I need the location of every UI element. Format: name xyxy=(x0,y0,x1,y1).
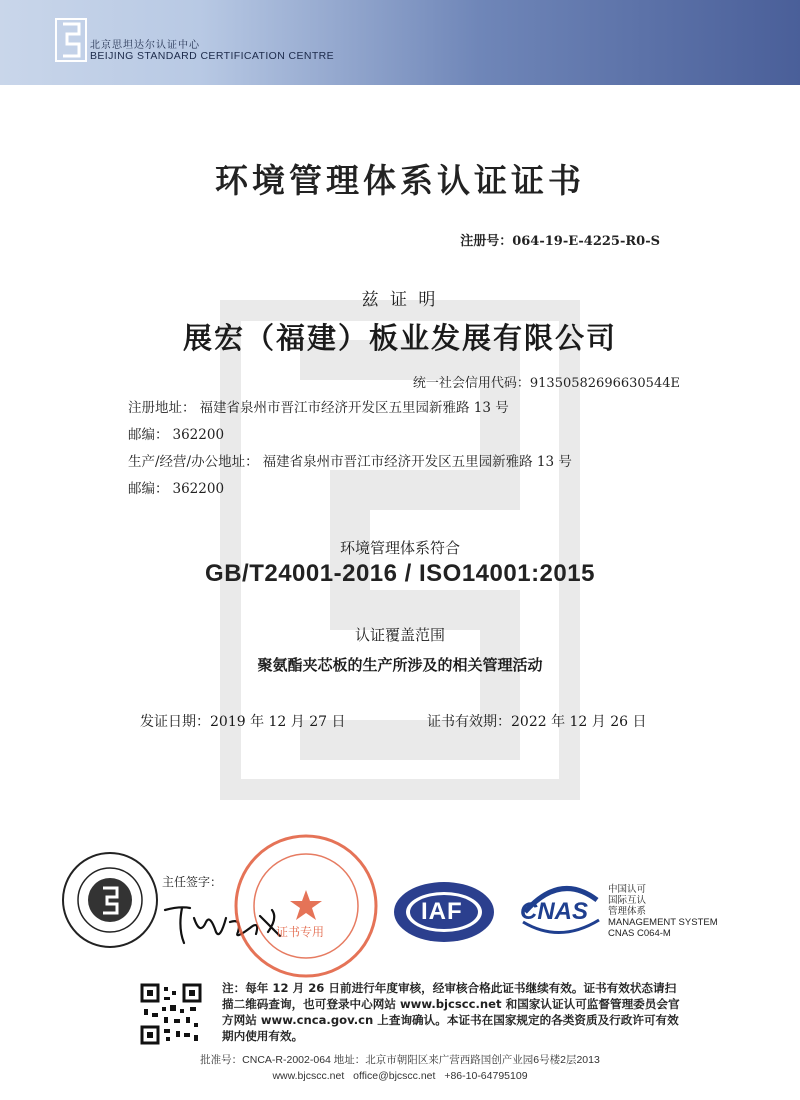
header-band xyxy=(0,0,800,85)
company-name: 展宏（福建）板业发展有限公司 xyxy=(182,321,617,355)
bjcscc-logo-icon xyxy=(55,18,87,62)
footer-contact: www.bjcscc.net office@bjcscc.net +86-10-64795109 xyxy=(272,1070,528,1082)
footer-approval: 批准号：CNCA-R-2002-064 地址：北京市朝阳区来广营西路国创产业园6号楼2层2013 xyxy=(200,1054,600,1066)
office-address-label: 生产/经营/办公地址： xyxy=(128,454,259,470)
postcode-line-1 xyxy=(128,423,224,443)
scope-label: 认证覆盖范围 xyxy=(354,626,445,644)
certificate-title: 环境管理体系认证证书 xyxy=(215,161,585,200)
issue-date: 发证日期：2019 年 12 月 27 日 xyxy=(140,714,346,730)
office-address-line xyxy=(128,450,572,470)
valid-date: 证书有效期：2022 年 12 月 26 日 xyxy=(427,714,647,730)
registered-address: 福建省泉州市晋江市经济开发区五里园新雅路 13 号 xyxy=(199,400,509,416)
postcode-2: 362200 xyxy=(172,481,225,497)
postcode-label-2: 邮编： xyxy=(128,481,169,497)
registered-address-label: 注册地址： xyxy=(128,400,196,416)
header-org-en: BEIJING STANDARD CERTIFICATION CENTRE xyxy=(90,50,335,62)
certification-red-seal-icon xyxy=(232,832,380,980)
certify-text: 兹 证 明 xyxy=(361,290,439,310)
postcode-line-2 xyxy=(128,477,224,497)
cnas-line-1: 中国认可 xyxy=(608,884,647,895)
signer-label: 主任签字： xyxy=(162,875,223,889)
cnas-line-5: CNAS C064-M xyxy=(608,928,671,939)
scope: 聚氨酯夹芯板的生产所涉及的相关管理活动 xyxy=(257,656,543,674)
postcode-1: 362200 xyxy=(172,427,225,443)
registration-number: 注册号：064-19-E-4225-R0-S xyxy=(460,234,660,249)
red-seal-center-text: 证书专用 xyxy=(276,925,325,939)
qr-code-icon xyxy=(140,983,202,1045)
credit-code: 统一社会信用代码：91350582696630544E xyxy=(412,376,680,391)
cnas-logo-text: CNAS xyxy=(520,898,589,925)
cnas-line-4: MANAGEMENT SYSTEM xyxy=(608,917,718,928)
bjcscc-round-seal-icon xyxy=(60,850,160,950)
conform-label: 环境管理体系符合 xyxy=(339,539,460,557)
standard: GB/T24001-2016 / ISO14001:2015 xyxy=(205,560,595,587)
registered-address-line xyxy=(128,396,509,416)
header-org-cn: 北京思坦达尔认证中心 xyxy=(90,40,200,51)
cnas-text-block xyxy=(608,884,718,939)
iaf-center-text: IAF xyxy=(421,898,463,925)
cnas-line-2: 国际互认 xyxy=(608,895,647,906)
cnas-line-3: 管理体系 xyxy=(608,906,647,917)
certificate-note: 注：每年 12 月 26 日前进行年度审核，经审核合格此证书继续有效。证书有效状态请扫描二维码查询，也可登录中心网站 www.bjcscc.net 和国家认证认可监督管理委员会官方网站 www.cnca.gov.cn 上查询确认。本证书在国家规定的各类资质及行政许可有效期内使用有效。 xyxy=(222,981,680,1043)
postcode-label-1: 邮编： xyxy=(128,427,169,443)
office-address: 福建省泉州市晋江市经济开发区五里园新雅路 13 号 xyxy=(262,454,572,470)
